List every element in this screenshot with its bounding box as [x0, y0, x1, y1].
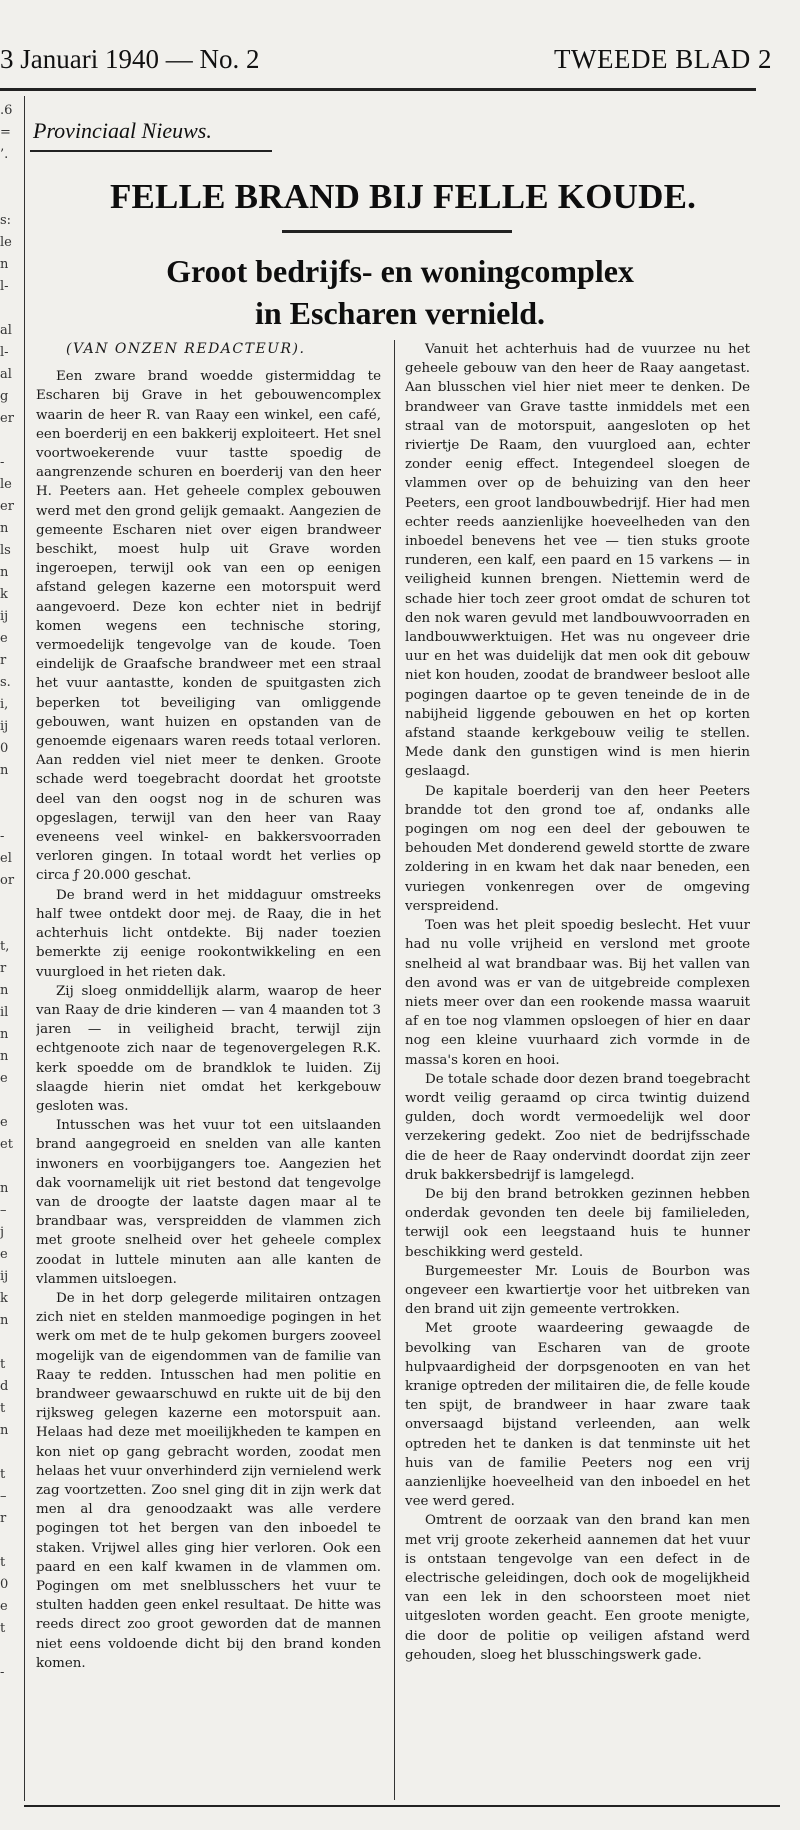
- margin-fragment: k: [0, 587, 8, 602]
- margin-fragment: e: [0, 631, 8, 646]
- margin-fragment: s:: [0, 213, 12, 228]
- header-rule: [0, 88, 756, 91]
- margin-fragment: 0: [0, 741, 9, 756]
- margin-fragment: .6: [0, 103, 13, 118]
- margin-fragment: [0, 914, 22, 936]
- article-paragraph: De brand werd in het middaguur omstreeks half twee ontdekt door mej. de Raay, die in het achterhuis licht ontdekte. Bij nader toezien bemerkte zij eenige rookontwikkeling en een vuurgloed in het rieten dak.: [36, 887, 381, 980]
- article-paragraph: De totale schade door dezen brand toegebracht wordt veilig geraamd op circa twintig duizend gulden, doch wordt vermoedelijk wel door verzekering gedekt. Zoo niet de bedrijfsschade die de heer de Raay ondervindt doordat zijn zeer druk bakkersbedrijf is lamgelegd.: [405, 1071, 750, 1183]
- article-paragraph: De kapitale boerderij van den heer Peeters brandde tot den grond toe af, ondanks alle pogingen om nog een deel der gebouwen te behouden Met donderend geweld stortte de zware zoldering in en kwam het dak naar beneden, een vuriegen vonkenregen over de omgeving verspreidend.: [405, 783, 750, 914]
- margin-fragment: n: [0, 1181, 9, 1196]
- margin-fragment: le: [0, 477, 12, 492]
- margin-fragment: t: [0, 1555, 6, 1570]
- section-title: Provinciaal Nieuws.: [33, 118, 212, 143]
- margin-fragment: t: [0, 1401, 6, 1416]
- margin-fragment: ’.: [0, 147, 9, 162]
- margin-fragment: g: [0, 389, 9, 404]
- margin-fragment: or: [0, 873, 15, 888]
- margin-fragment: 0: [0, 1577, 9, 1592]
- margin-fragment: -: [0, 455, 5, 470]
- article-column-right: [405, 340, 750, 1800]
- margin-fragment: [0, 804, 22, 826]
- margin-fragment: ij: [0, 609, 9, 624]
- article-paragraph: Intusschen was het vuur tot een uitslaanden brand aangegroeid en snelden van alle kanten inwoners en voorbijgangers toe. Aangezien het dak voornamelijk uit riet bestond dat tengevolge van de droogte der laatste dagen maar al te brandbaar was, verspreidden de vlammen zich met groote snelheid over het geheele complex zoodat in luttele minuten aan alle kanten de vlammen uitsloegen.: [36, 1118, 381, 1287]
- margin-fragment: al: [0, 323, 12, 338]
- sub-headline-line-1: Groot bedrijfs- en woningcomplex: [166, 253, 634, 289]
- margin-fragment: s.: [0, 675, 11, 690]
- margin-fragment: e: [0, 1247, 8, 1262]
- article-column-left: [36, 340, 381, 1800]
- margin-fragment: ls: [0, 543, 11, 558]
- margin-fragment: t: [0, 1357, 6, 1372]
- margin-fragment: [0, 430, 22, 452]
- margin-fragment: n: [0, 983, 9, 998]
- margin-fragment: t: [0, 1621, 6, 1636]
- margin-fragment: e: [0, 1599, 8, 1614]
- margin-fragment: er: [0, 411, 14, 426]
- margin-fragment: [0, 1442, 22, 1464]
- section-title-underline: [30, 150, 272, 152]
- margin-fragment: -: [0, 829, 5, 844]
- article-paragraph: Met groote waardeering gewaagde de bevolking van Escharen van de groote hulpvaardigheid der dorpsgenooten en van het kranige optreden der militairen die, de felle koude ten spijt, de brandweer in haar zware taak onversaagd bijstand verleenden, aan welk optreden het te danken is dat tenminste uit het huis van de familie Peeters nog een vrij aanzienlijke hoeveelheid van den inboedel en het vee werd gered.: [405, 1321, 750, 1510]
- right-paragraphs: [405, 340, 750, 1665]
- left-paragraphs: [36, 367, 381, 1673]
- margin-fragment: n: [0, 763, 9, 778]
- margin-fragment: e: [0, 1071, 8, 1086]
- page-date-number: 3 Januari 1940 — No. 2: [0, 44, 260, 74]
- margin-fragment: –: [0, 1489, 7, 1504]
- margin-fragment: n: [0, 1049, 9, 1064]
- margin-fragment: ij: [0, 1269, 9, 1284]
- margin-fragment: il: [0, 1005, 9, 1020]
- margin-fragment: el: [0, 851, 12, 866]
- margin-fragment: le: [0, 235, 12, 250]
- margin-fragment: =: [0, 125, 11, 140]
- headline-rule: [282, 230, 512, 233]
- margin-fragment: –: [0, 1203, 7, 1218]
- page-section-label: TWEEDE BLAD 2: [554, 44, 772, 74]
- article-paragraph: De bij den brand betrokken gezinnen hebben onderdak gevonden ten deele bij familieleden, terwijl ook een leegstaand huis te hunner beschikking werd gesteld.: [405, 1186, 750, 1260]
- page-header: [0, 0, 800, 90]
- article-paragraph: Een zware brand woedde gistermiddag te Escharen bij Grave in het gebouwencomplex waarin de heer R. van Raay een winkel, een café, een boerderij en een bakkerij exploiteert. Het snel voortwoekerende vuur tastte spoedig de aangrenzende schuren en boerderij van den heer H. Peeters aan. Het geheele complex gebouwen werd met den grond gelijk gemaakt. Aangezien de gemeente Escharen niet over eigen brandweer beschikt, moest hulp uit Grave worden ingeroepen, terwijl ook van een op eenigen afstand gelegen kazerne een motorspuit werd aangevoerd. Deze kon echter niet in bedrijf komen wegens een technische storing, vermoedelijk tengevolge van de koude. Toen eindelijk de Graafsche brandweer met een straal het vuur aantastte, konden de spuitgasten zich beperken tot beveiliging van omliggende gebouwen, want huizen en opstanden van de genoemde eigenaars waren reeds totaal verloren. Aan redden viel niet meer te denken. Groote schade werd toegebracht doordat het grootste deel van den oogst nog in de schuren was opgeslagen, terwijl van den heer van Raay eveneens veel winkel- en bakkersvoorraden verloren gingen. In totaal wordt het verlies op circa ƒ 20.000 geschat.: [36, 369, 381, 884]
- margin-fragment: t,: [0, 939, 10, 954]
- main-headline: FELLE BRAND BIJ FELLE KOUDE.: [109, 177, 697, 216]
- margin-fragment: j: [0, 1225, 5, 1240]
- article-paragraph: Zij sloeg onmiddellijk alarm, waarop de heer van Raay de drie kinderen — van 4 maanden tot 3 jaren — in veiligheid bracht, terwijl zijn echtgenoote zich naar de tegenovergelegen R.K. kerk spoedde om de brandklok te luiden. Zij slaagde hierin niet omdat het kerkgebouw gesloten was.: [36, 983, 381, 1114]
- article-paragraph: De in het dorp gelegerde militairen ontzagen zich niet en stelden manmoedige pogingen in het werk om met de te hulp gekomen burgers zooveel mogelijk van de eigendommen van de familie van Raay te redden. Intusschen had men politie en brandweer gewaarschuwd en rukte uit de bij den rijksweg gelegen kazerne een motorspuit aan. Helaas had deze met moeilijkheden te kampen en kon niet op gang gebracht worden, zoodat men helaas het vuur onverhinderd zijn vernielend werk zag voortzetten. Zoo snel ging dit in zijn werk dat men al dra genoodzaakt was alle verdere pogingen tot het bergen van den inboedel te staken. Vrijwel alles ging hier verloren. Ook een paard en een kalf kwamen in de vlammen om. Pogingen om met snelblusschers het vuur te stulten hadden geen enkel resultaat. De hitte was reeds direct zoo groot geworden dat de mannen niet eens voldoende dicht bij den brand konden komen.: [36, 1290, 381, 1671]
- margin-fragment: n: [0, 1313, 9, 1328]
- margin-fragment: n: [0, 565, 9, 580]
- margin-fragment: d: [0, 1379, 9, 1394]
- margin-fragment: -: [0, 1665, 5, 1680]
- margin-fragment: [0, 782, 22, 804]
- margin-fragment: r: [0, 961, 7, 976]
- margin-fragment: [0, 166, 22, 188]
- article-paragraph: Vanuit het achterhuis had de vuurzee nu het geheele gebouw van den heer de Raay aangetast. Aan blusschen viel hier niet meer te denken. De brandweer van Grave tastte inmiddels met een straal van de motorspuit, aangesloten op het riviertje De Raam, den vuurgloed aan, echter zonder eenig effect. Integendeel sloegen de vlammen over op de behuizing van den heer Peeters, een groot landbouwbedrijf. Hier had men echter reeds aanzienlijke hoeveelheden van den inboedel benevens het vee — tien stuks groote runderen, een kalf, een paard en 15 varkens — in veiligheid kunnen brengen. Niettemin werd de schade hier toch zeer groot omdat de schuren tot den nok waren gevuld met landbouwvoorraden en landbouwwerktuigen. Het was nu ongeveer drie uur en het was duidelijk dat men ook dit gebouw niet kon houden, zoodat de brandweer besloot alle pogingen daartoe op te geven teneinde de in de nabijheid liggende gebouwen en het op korten afstand staande kerkgebouw veilig te stellen. Mede dank den gunstigen wind is men hierin geslaagd.: [405, 342, 750, 780]
- margin-fragment: [0, 298, 22, 320]
- margin-fragment: [0, 1332, 22, 1354]
- article-paragraph: Burgemeester Mr. Louis de Bourbon was ongeveer een kwartiertje voor het uitbreken van den brand uit zijn gemeente vertrokken.: [405, 1263, 750, 1318]
- column-divider-left: [24, 96, 25, 1801]
- margin-fragment: n: [0, 1423, 9, 1438]
- margin-fragment: i,: [0, 697, 9, 712]
- margin-fragment: [0, 188, 22, 210]
- margin-fragment: ij: [0, 719, 9, 734]
- footer-rule: [24, 1805, 780, 1807]
- margin-fragment: [0, 1640, 22, 1662]
- sub-headline: [60, 250, 740, 334]
- column-divider-middle: [394, 340, 395, 1800]
- margin-fragment: r: [0, 1511, 7, 1526]
- margin-fragment: [0, 892, 22, 914]
- margin-fragment: [0, 1090, 22, 1112]
- margin-fragment: [0, 1684, 22, 1706]
- margin-fragment: k: [0, 1291, 8, 1306]
- margin-fragment: n: [0, 1027, 9, 1042]
- sub-headline-line-2: in Escharen vernield.: [254, 295, 546, 331]
- margin-fragment: e: [0, 1115, 8, 1130]
- margin-fragment: n: [0, 257, 9, 272]
- article-paragraph: Toen was het pleit spoedig beslecht. Het vuur had nu volle vrijheid en verslond met groote snelheid al wat brandbaar was. Bij het vallen van den avond was er van de uitgebreide complexen niets meer over dan een rookende massa waaruit af en toe nog vlammen opsloegen of hier en daar nog een kleine vuurhaard zich vormde in de massa's koren en hooi.: [405, 918, 750, 1068]
- margin-fragment: l-: [0, 345, 9, 360]
- previous-column-fragments: [0, 100, 22, 1800]
- margin-fragment: er: [0, 499, 14, 514]
- margin-fragment: l-: [0, 279, 9, 294]
- byline: (VAN ONZEN REDACTEUR).: [66, 341, 306, 357]
- margin-fragment: [0, 1530, 22, 1552]
- margin-fragment: et: [0, 1137, 13, 1152]
- margin-fragment: t: [0, 1467, 6, 1482]
- margin-fragment: al: [0, 367, 12, 382]
- margin-fragment: n: [0, 521, 9, 536]
- margin-fragment: r: [0, 653, 7, 668]
- article-paragraph: Omtrent de oorzaak van den brand kan men met vrij groote zekerheid aannemen dat het vuur is ontstaan tengevolge van een defect in de electrische geleidingen, doch ook de mogelijkheid van een lek in den schoorsteen moet niet uitgesloten worden geacht. Een groote menigte, die door de politie op veiligen afstand werd gehouden, sloeg het blusschingswerk gade.: [405, 1513, 750, 1663]
- margin-fragment: [0, 1156, 22, 1178]
